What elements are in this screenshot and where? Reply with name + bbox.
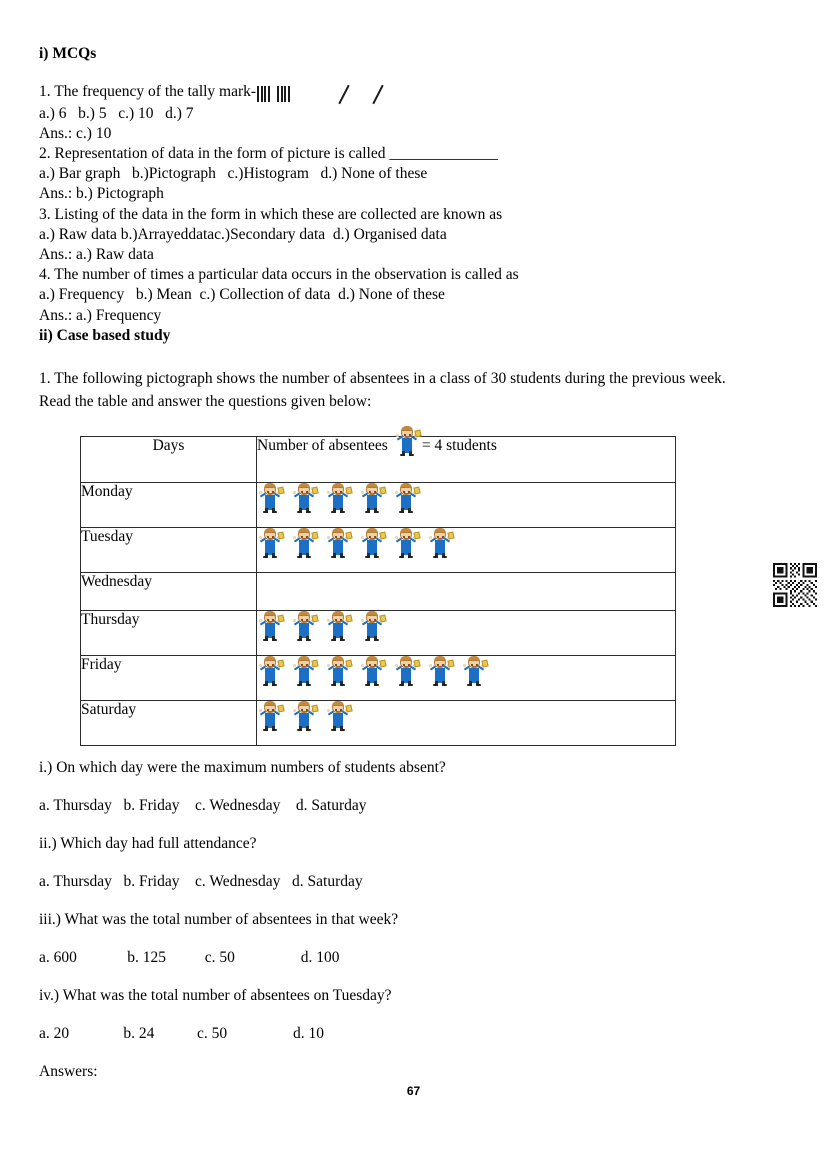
student-icon bbox=[427, 528, 453, 558]
student-icon bbox=[325, 483, 351, 513]
student-icon bbox=[291, 483, 317, 513]
table-header-row bbox=[81, 436, 676, 482]
student-icon bbox=[325, 528, 351, 558]
student-icon bbox=[291, 528, 317, 558]
case-question-ii-options: a. Thursday b. Friday c. Wednesday d. Saturday bbox=[39, 872, 363, 890]
student-icon bbox=[359, 611, 385, 641]
student-icon bbox=[291, 701, 317, 731]
icon-cell-thursday bbox=[257, 610, 676, 655]
table-row bbox=[81, 527, 676, 572]
tally-slash-icon bbox=[338, 84, 349, 104]
student-icon bbox=[257, 656, 283, 686]
case-question-iii-text: iii.) What was the total number of absentees in that week? bbox=[39, 910, 399, 928]
case-study-intro-line-2: Read the table and answer the questions given below: bbox=[39, 392, 372, 410]
day-label-monday: Monday bbox=[81, 482, 257, 527]
day-label-friday: Friday bbox=[81, 655, 257, 700]
student-icon bbox=[291, 656, 317, 686]
mcq-question-2-answer: Ans.: b.) Pictograph bbox=[39, 185, 164, 203]
table-row bbox=[81, 700, 676, 745]
icon-cell-monday bbox=[257, 482, 676, 527]
case-study-heading: ii) Case based study bbox=[39, 326, 171, 344]
student-icon bbox=[393, 528, 419, 558]
header-cell-legend bbox=[257, 436, 676, 482]
mcq-question-1-text: 1. The frequency of the tally mark- bbox=[39, 82, 257, 100]
table-row bbox=[81, 610, 676, 655]
student-icon bbox=[359, 483, 385, 513]
case-question-iv-options: a. 20 b. 24 c. 50 d. 10 bbox=[39, 1024, 325, 1042]
mcq-question-3-options: a.) Raw data b.)Arrayeddatac.)Secondary data d.) Organised data bbox=[39, 225, 447, 243]
student-icon bbox=[394, 426, 420, 456]
pictograph-table-body bbox=[81, 436, 676, 745]
mcq-question-4-prompt: 4. The number of times a particular data occurs in the observation is called as bbox=[39, 266, 519, 284]
case-question-ii-text: ii.) Which day had full attendance? bbox=[39, 834, 257, 852]
student-icon bbox=[427, 656, 453, 686]
pictograph-table-container bbox=[39, 436, 787, 746]
icon-cell-wednesday bbox=[257, 572, 676, 610]
student-icon bbox=[257, 528, 283, 558]
mcq-section-heading: i) MCQs bbox=[39, 45, 97, 62]
student-icon bbox=[325, 656, 351, 686]
mcq-question-3-prompt: 3. Listing of the data in the form in which these are collected are known as bbox=[39, 205, 503, 223]
pictograph-table bbox=[80, 436, 676, 746]
student-icon bbox=[461, 656, 487, 686]
table-row bbox=[81, 655, 676, 700]
case-question-i-options: a. Thursday b. Friday c. Wednesday d. Saturday bbox=[39, 796, 367, 814]
student-icon bbox=[291, 611, 317, 641]
case-study-intro bbox=[39, 367, 787, 413]
qr-code-icon bbox=[773, 563, 817, 607]
student-icon bbox=[359, 656, 385, 686]
icon-cell-friday bbox=[257, 655, 676, 700]
case-question-iv-text: iv.) What was the total number of absentees on Tuesday? bbox=[39, 986, 392, 1004]
student-icon bbox=[359, 528, 385, 558]
legend-suffix-label: = 4 students bbox=[421, 436, 497, 454]
day-label-thursday: Thursday bbox=[81, 610, 257, 655]
student-icon bbox=[257, 701, 283, 731]
icon-cell-saturday bbox=[257, 700, 676, 745]
day-label-saturday: Saturday bbox=[81, 700, 257, 745]
case-study-intro-line-1: 1. The following pictograph shows the number of absentees in a class of 30 students during the previous week. bbox=[39, 369, 726, 387]
tally-marks bbox=[257, 84, 291, 104]
mcq-question-4-options: a.) Frequency b.) Mean c.) Collection of data d.) None of these bbox=[39, 286, 445, 304]
mcq-question-3-answer: Ans.: a.) Raw data bbox=[39, 245, 154, 263]
page-number: 67 bbox=[406, 1084, 421, 1098]
tally-slash-icon bbox=[372, 84, 383, 104]
header-cell-days: Days bbox=[81, 436, 257, 482]
student-icon bbox=[393, 483, 419, 513]
student-icon bbox=[325, 701, 351, 731]
mcq-question-4-answer: Ans.: a.) Frequency bbox=[39, 306, 162, 324]
table-row bbox=[81, 482, 676, 527]
mcq-question-2-options: a.) Bar graph b.)Pictograph c.)Histogram d.) None of these bbox=[39, 165, 428, 183]
mcq-question-2-prompt: 2. Representation of data in the form of picture is called ______________ bbox=[39, 144, 498, 162]
case-question-iii-options: a. 600 b. 125 c. 50 d. 100 bbox=[39, 948, 340, 966]
table-row bbox=[81, 572, 676, 610]
mcq-question-1-answer: Ans.: c.) 10 bbox=[39, 124, 112, 142]
icon-cell-tuesday bbox=[257, 527, 676, 572]
mcq-question-1-options: a.) 6 b.) 5 c.) 10 d.) 7 bbox=[39, 104, 194, 122]
answers-label: Answers: bbox=[39, 1062, 98, 1080]
legend-icon-slot bbox=[388, 449, 422, 450]
case-question-i-text: i.) On which day were the maximum numbers of students absent? bbox=[39, 758, 446, 776]
student-icon bbox=[393, 656, 419, 686]
legend-prefix-label: Number of absentees bbox=[257, 436, 388, 454]
case-study-questions bbox=[39, 758, 787, 1082]
mcq-question-1-prompt bbox=[39, 82, 787, 104]
day-label-wednesday: Wednesday bbox=[81, 572, 257, 610]
student-icon bbox=[325, 611, 351, 641]
day-label-tuesday: Tuesday bbox=[81, 527, 257, 572]
student-icon bbox=[257, 611, 283, 641]
student-icon bbox=[257, 483, 283, 513]
